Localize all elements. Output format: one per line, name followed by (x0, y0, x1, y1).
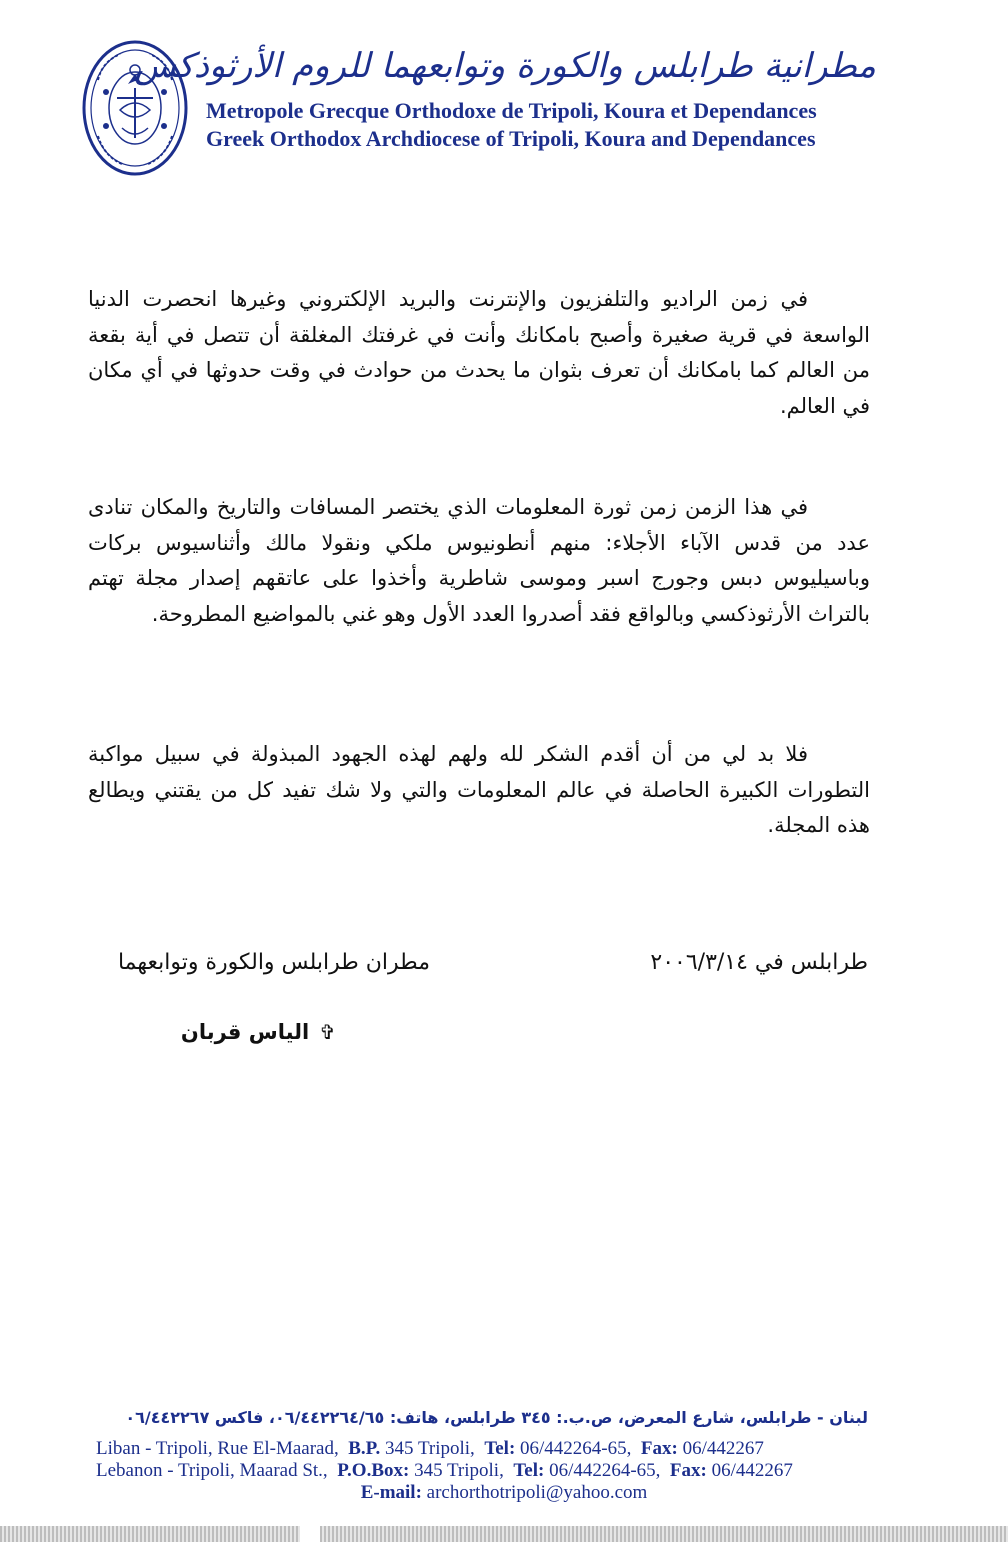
footer-french-address: Liban - Tripoli, Rue El-Maarad, B.P. 345 Tripoli, Tel: 06/442264-65, Fax: 06/442267 (96, 1438, 764, 1459)
body-paragraph-3: فلا بد لي من أن أقدم الشكر لله ولهم لهذه الجهود المبذولة في سبيل مواكبة التطورات الكبيرة الحاصلة في عالم المعلومات والتي ولا شك تفيد كل من يقتني ويطالع هذه المجلة. (88, 742, 870, 837)
body-paragraph-2: في هذا الزمن زمن ثورة المعلومات الذي يختصر المسافات والتاريخ والمكان تنادى عدد من قدس الآباء الأجلاء: منهم أنطونيوس ملكي ونقولا مالك وأثناسيوس بركات وباسيليوس دبس وجورج اسبر وموسى شاطرية وأخذوا على عاتقهم إصدار مجلة تهتم بالتراث الأرثوذكسي وبالواقع فقد أصدروا العدد الأول وهو غني بالمواضيع المطروحة. (88, 495, 870, 626)
footer-english-address: Lebanon - Tripoli, Maarad St., P.O.Box: 345 Tripoli, Tel: 06/442264-65, Fax: 06/442267 (96, 1460, 793, 1481)
place-and-date: طرابلس في ٢٠٠٦/٣/١٤ (650, 950, 868, 975)
footer-email: E-mail: archorthotripoli@yahoo.com (360, 1482, 648, 1503)
body-paragraph-1: في زمن الراديو والتلفزيون والإنترنت والبريد الإلكتروني وغيرها انحصرت الدنيا الواسعة في قرية صغيرة وأصبح بامكانك وأنت في غرفتك المغلقة أن تتصل في أية بقعة من العالم كما بامكانك أن تعرف بثوان ما يحدث من حوادث في وقت حدوثها في أي مكان في العالم. (88, 287, 870, 418)
bishop-title: مطران طرابلس والكورة وتوابعهما (117, 950, 430, 975)
letterhead (0, 0, 1008, 190)
scan-edge-artifact (0, 1526, 1008, 1542)
cross-icon: ✞ (319, 1020, 336, 1044)
footer-arabic-address: لبنان - طرابلس، شارع المعرض، ص.ب.: ٣٤٥ طرابلس، هاتف: ٠٦/٤٤٢٢٦٤/٦٥، فاكس ٠٦/٤٤٢٢٦٧ (125, 1408, 868, 1427)
letterhead-french-title: Metropole Grecque Orthodoxe de Tripoli, Koura et Dependances (206, 98, 817, 123)
signature-name: الياس قربان (180, 1020, 310, 1044)
email-link[interactable]: archorthotripoli@yahoo.com (426, 1482, 648, 1503)
signature-block (181, 1020, 336, 1044)
letterhead-english-title: Greek Orthodox Archdiocese of Tripoli, Koura and Dependances (206, 126, 816, 151)
letterhead-arabic-title: مطرانية طرابلس والكورة وتوابعهما للروم الأرثوذكس (134, 46, 876, 86)
